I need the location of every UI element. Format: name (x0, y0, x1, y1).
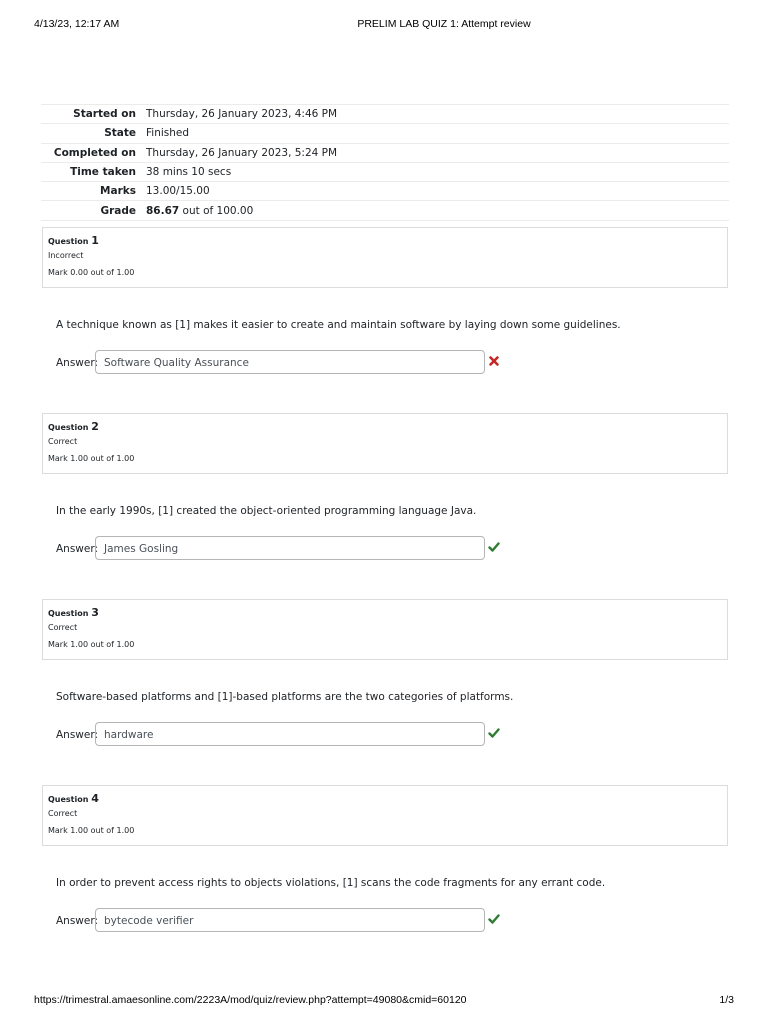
print-footer (34, 994, 734, 1008)
summary-row-completed (41, 143, 729, 162)
answer-field-3[interactable]: hardware (95, 722, 485, 746)
print-url[interactable]: https://trimestral.amaesonline.com/2223A/mod/quiz/review.php?attempt=49080&cmid=60120 (34, 994, 467, 1006)
marks-value: 13.00/15.00 (141, 182, 729, 201)
answer-row-3 (56, 722, 516, 748)
summary-row-state (41, 124, 729, 143)
print-date: 4/13/23, 12:17 AM (34, 18, 120, 30)
question-state: Correct (48, 437, 78, 446)
summary-row-time (41, 162, 729, 181)
check-icon (488, 541, 500, 553)
answer-label: Answer: (56, 915, 99, 927)
state-label: State (41, 124, 141, 143)
started-label: Started on (41, 105, 141, 124)
attempt-summary-table (41, 104, 729, 221)
question-mark: Mark 1.00 out of 1.00 (48, 826, 135, 835)
answer-field-1[interactable]: Software Quality Assurance (95, 350, 485, 374)
started-value: Thursday, 26 January 2023, 4:46 PM (141, 105, 729, 124)
grade-score: 86.67 (146, 204, 180, 217)
summary-row-started (41, 105, 729, 124)
answer-field-4[interactable]: bytecode verifier (95, 908, 485, 932)
print-page-number: 1/3 (719, 994, 734, 1006)
print-header (34, 18, 734, 32)
question-text-3: Software-based platforms and [1]-based platforms are the two categories of platforms. (56, 691, 514, 703)
print-title: PRELIM LAB QUIZ 1: Attempt review (357, 18, 531, 30)
grade-label: Grade (41, 201, 141, 220)
question-number: Question 1 (48, 234, 99, 247)
cross-icon (488, 355, 500, 367)
question-state: Correct (48, 809, 78, 818)
question-text-2: In the early 1990s, [1] created the object-oriented programming language Java. (56, 505, 477, 517)
time-value: 38 mins 10 secs (141, 162, 729, 181)
summary-row-grade (41, 201, 729, 220)
question-number: Question 2 (48, 420, 99, 433)
grade-out-of: out of 100.00 (179, 204, 254, 217)
check-icon (488, 913, 500, 925)
question-info-3 (42, 599, 728, 660)
answer-field-2[interactable]: James Gosling (95, 536, 485, 560)
marks-label: Marks (41, 182, 141, 201)
grade-value (141, 201, 729, 220)
state-value: Finished (141, 124, 729, 143)
time-label: Time taken (41, 162, 141, 181)
question-text-1: A technique known as [1] makes it easier to create and maintain software by laying down some guidelines. (56, 319, 621, 331)
question-mark: Mark 1.00 out of 1.00 (48, 640, 135, 649)
question-text-4: In order to prevent access rights to objects violations, [1] scans the code fragments for any errant code. (56, 877, 606, 889)
question-number: Question 3 (48, 606, 99, 619)
question-state: Correct (48, 623, 78, 632)
question-info-1 (42, 227, 728, 288)
answer-label: Answer: (56, 357, 99, 369)
completed-value: Thursday, 26 January 2023, 5:24 PM (141, 143, 729, 162)
answer-label: Answer: (56, 543, 99, 555)
question-info-4 (42, 785, 728, 846)
check-icon (488, 727, 500, 739)
question-mark: Mark 0.00 out of 1.00 (48, 268, 135, 277)
question-info-2 (42, 413, 728, 474)
completed-label: Completed on (41, 143, 141, 162)
question-state: Incorrect (48, 251, 84, 260)
question-number: Question 4 (48, 792, 99, 805)
answer-row-2 (56, 536, 516, 562)
question-mark: Mark 1.00 out of 1.00 (48, 454, 135, 463)
answer-label: Answer: (56, 729, 99, 741)
answer-row-1 (56, 350, 516, 376)
summary-row-marks (41, 182, 729, 201)
answer-row-4 (56, 908, 516, 934)
